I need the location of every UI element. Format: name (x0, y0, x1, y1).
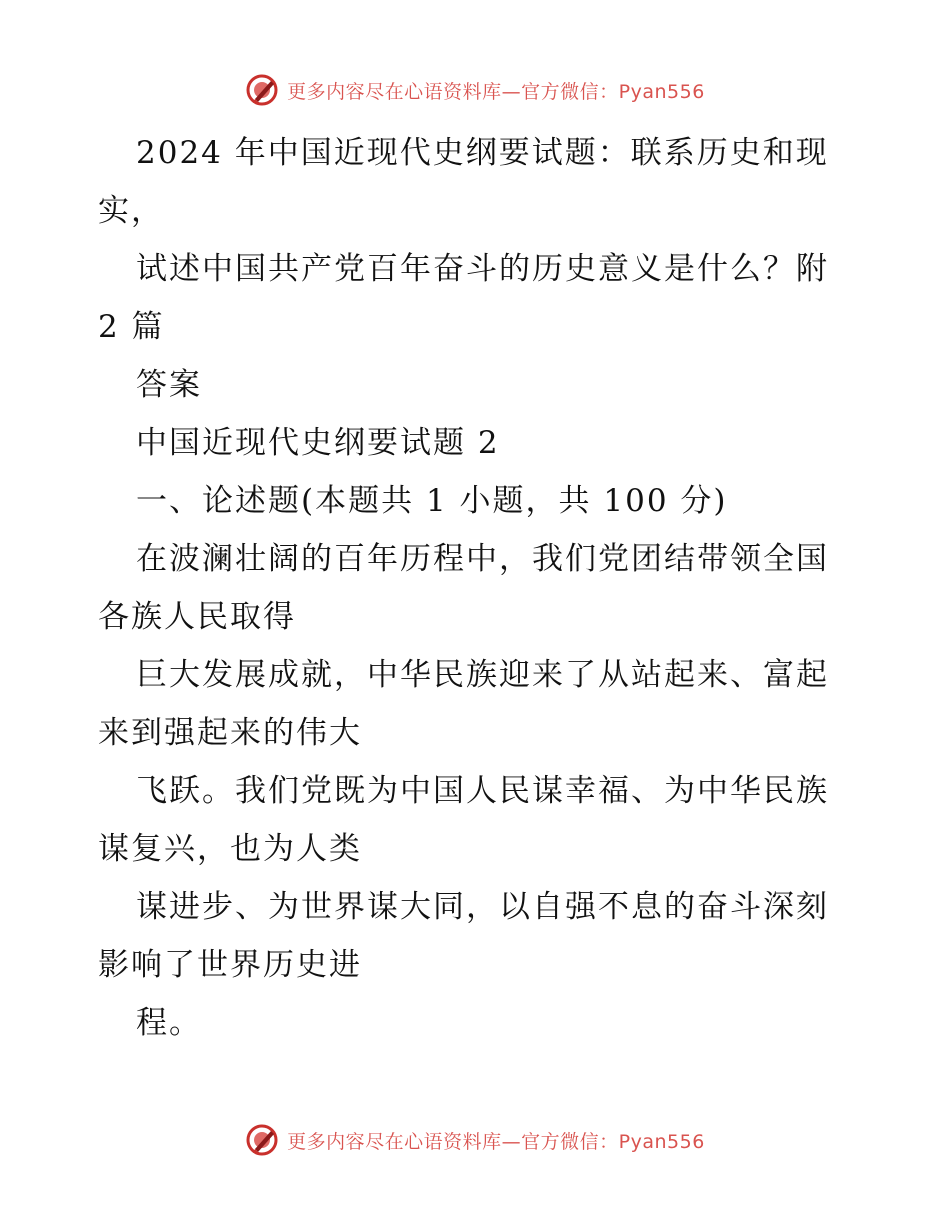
header-watermark-banner (0, 70, 950, 110)
pen-seal-logo-icon (245, 73, 279, 107)
title-line-2: 试述中国共产党百年奋斗的历史意义是什么？附 2 篇 (98, 251, 829, 345)
exam-heading: 中国近现代史纲要试题 2 (136, 425, 500, 461)
header-watermark-text: 更多内容尽在心语资料库—官方微信：Pyan556 (287, 80, 705, 103)
footer-watermark-text: 更多内容尽在心语资料库—官方微信：Pyan556 (287, 1130, 705, 1153)
footer-watermark-banner (0, 1120, 950, 1160)
title-line-1: 2024 年中国近现代史纲要试题：联系历史和现实， (98, 135, 829, 229)
body-paragraph: 谋进步、为世界谋大同，以自强不息的奋斗深刻影响了世界历史进 (98, 889, 829, 983)
body-paragraph: 巨大发展成就，中华民族迎来了从站起来、富起来到强起来的伟大 (98, 657, 829, 751)
document-body (98, 124, 858, 1052)
section-heading: 一、论述题(本题共 1 小题，共 100 分) (136, 483, 728, 519)
body-paragraph: 飞跃。我们党既为中国人民谋幸福、为中华民族谋复兴，也为人类 (98, 773, 829, 867)
pen-seal-logo-icon (245, 1123, 279, 1157)
title-line-3: 答案 (136, 367, 202, 403)
body-paragraph: 程。 (136, 1005, 202, 1041)
body-paragraph: 在波澜壮阔的百年历程中，我们党团结带领全国各族人民取得 (98, 541, 829, 635)
